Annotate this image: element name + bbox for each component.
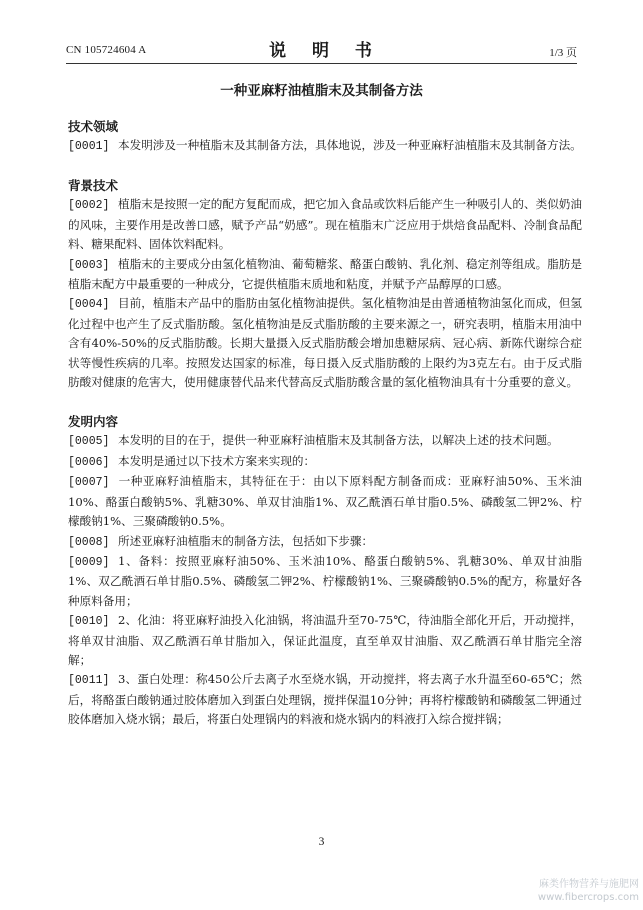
paragraph-text: 本发明是通过以下技术方案来实现的： bbox=[118, 453, 316, 468]
watermark bbox=[538, 878, 639, 904]
paragraph-0009 bbox=[68, 552, 582, 611]
paragraph-number: [0010] bbox=[68, 615, 110, 629]
header-divider bbox=[66, 63, 577, 64]
paragraph-number: [0006] bbox=[68, 455, 110, 469]
paragraph-number: [0005] bbox=[68, 435, 110, 449]
paragraph-text: 植脂末的主要成分由氢化植物油、葡萄糖浆、酪蛋白酸钠、乳化剂、稳定剂等组成。脂肪是植脂末配方中最重要的一种成分，它提供植脂末质地和粘度，并赋予产品醇厚的口感。 bbox=[68, 256, 582, 292]
paragraph-0001 bbox=[68, 136, 582, 156]
paragraph-0008 bbox=[68, 532, 582, 552]
paragraph-text: 1、备料：按照亚麻籽油50%、玉米油10%、酪蛋白酸钠5%、乳糖30%、单双甘油脂1%、双乙酰酒石单甘脂0.5%、磷酸氢二钾2%、柠檬酸钠1%、三聚磷酸钠0.5%的配方，称量好各种原料备用； bbox=[68, 553, 582, 608]
paragraph-text: 本发明的目的在于，提供一种亚麻籽油植脂末及其制备方法，以解决上述的技术问题。 bbox=[118, 433, 559, 448]
invention-title: 一种亚麻籽油植脂末及其制备方法 bbox=[220, 83, 423, 99]
section-heading-background: 背景技术 bbox=[68, 178, 119, 194]
patent-number: CN 105724604 A bbox=[66, 44, 147, 56]
paragraph-text: 3、蛋白处理：称450公斤去离子水至烧水锅，开动搅拌，将去离子水升温至60-65℃；然后，将酪蛋白酸钠通过胶体磨加入到蛋白处理锅，搅拌保温10分钟；再将柠檬酸钠和磷酸氢二钾通过胶体磨加入烧水锅；最后，将蛋白处理锅内的料液和烧水锅内的料液打入综合搅拌锅； bbox=[68, 672, 582, 727]
paragraph-0006 bbox=[68, 452, 582, 472]
paragraph-0002 bbox=[68, 195, 582, 254]
paragraph-0011 bbox=[68, 670, 582, 729]
paragraph-0004 bbox=[68, 294, 582, 392]
paragraph-number: [0011] bbox=[68, 674, 110, 688]
paragraph-text: 目前，植脂末产品中的脂肪由氢化植物油提供。氢化植物油是由普通植物油氢化而成，但氢化过程中也产生了反式脂肪酸。氢化植物油是反式脂肪酸的主要来源之一，研究表明，植脂末用油中含有40%-50%的反式脂肪酸。长期大量摄入反式脂肪酸会增加患糖尿病、冠心病、新陈代谢综合症状等慢性疾病的几率。按照发达国家的标准，每日摄入反式脂肪酸的上限约为3克左右。由于反式脂肪酸对健康的危害大，使用健康替代品来代替高反式脂肪酸含量的氢化植物油具有十分重要的意义。 bbox=[68, 296, 582, 390]
section-heading-tech-field: 技术领域 bbox=[68, 119, 119, 134]
paragraph-number: [0007] bbox=[68, 476, 110, 490]
paragraph-number: [0008] bbox=[68, 535, 110, 549]
watermark-site-name: 麻类作物营养与施肥网 bbox=[539, 879, 639, 890]
watermark-url: www.fibercrops.com bbox=[537, 892, 639, 903]
section-heading-invention: 发明内容 bbox=[68, 414, 119, 430]
paragraph-number: [0004] bbox=[68, 298, 110, 312]
paragraph-text: 植脂末是按照一定的配方复配而成，把它加入食品或饮料后能产生一种吸引人的、类似奶油的风味，主要作用是改善口感，赋予产品“奶感”。现在植脂末广泛应用于烘焙食品配料、冷制食品配料、糖果配料、固体饮料配料。 bbox=[68, 197, 582, 252]
paragraph-0010 bbox=[68, 611, 582, 670]
paragraph-0003 bbox=[68, 255, 582, 295]
paragraph-number: [0003] bbox=[68, 258, 110, 272]
paragraph-number: [0009] bbox=[68, 555, 110, 569]
paragraph-number: [0002] bbox=[68, 199, 110, 213]
paragraph-0005 bbox=[68, 431, 582, 451]
document-body bbox=[68, 117, 582, 730]
paragraph-text: 一种亚麻籽油植脂末，其特征在于：由以下原料配方制备而成：亚麻籽油50%、玉米油10%、酪蛋白酸钠5%、乳糖30%、单双甘油脂1%、双乙酰酒石单甘脂0.5%、磷酸氢二钾2%、柠檬酸钠1%、三聚磷酸钠0.5%。 bbox=[68, 474, 582, 529]
paragraph-text: 本发明涉及一种植脂末及其制备方法，具体地说，涉及一种亚麻籽油植脂末及其制备方法。 bbox=[118, 138, 582, 152]
paragraph-number: [0001] bbox=[68, 140, 110, 153]
paragraph-0007 bbox=[68, 472, 582, 531]
page-header bbox=[66, 34, 577, 64]
paragraph-text: 所述亚麻籽油植脂末的制备方法，包括如下步骤： bbox=[118, 533, 374, 548]
document-type-title: 说 明 书 bbox=[269, 41, 382, 61]
page-indicator: 1/3 页 bbox=[549, 47, 577, 59]
page-number: 3 bbox=[318, 836, 325, 848]
paragraph-text: 2、化油：将亚麻籽油投入化油锅，将油温升至70-75℃，待油脂全部化开后，开动搅拌，将单双甘油脂、双乙酰酒石单甘脂加入，保证此温度，直至单双甘油脂、双乙酰酒石单甘脂完全溶解； bbox=[68, 613, 582, 667]
